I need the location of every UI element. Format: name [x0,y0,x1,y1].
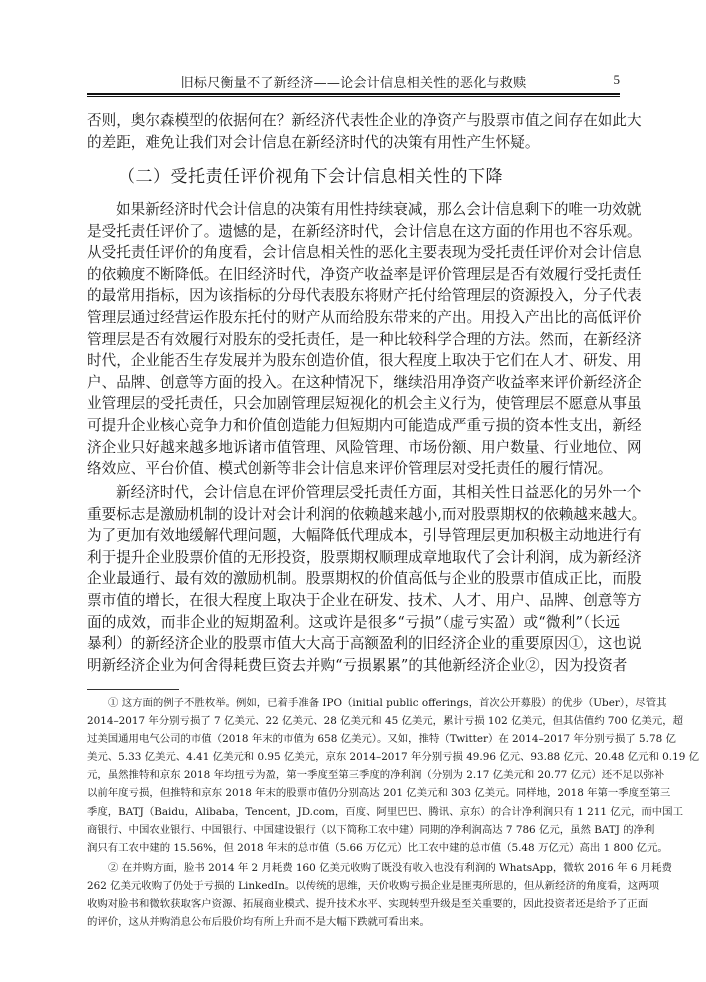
text-line: 络效应、平台价值、模式创新等非会计信息来评价管理层对受托责任的履行情况。 [87,460,613,478]
paragraph [87,482,647,676]
text-line: 季度，BATJ（Baidu，Alibaba，Tencent，JD.com，百度、阿里巴巴、腾讯、京东）的合计净利润只有 1 211 亿元，而中国工 [87,805,683,818]
running-header [87,70,620,94]
text-line: 元，虽然推特和京东 2018 年均扭亏为盈，第一季度至第三季度的净利润（分别为 2.17 亿美元和 20.77 亿元）还不足以弥补 [87,769,665,782]
text-line: 明新经济企业为何舍得耗费巨资去并购“亏损累累”的其他新经济企业②，因为投资者 [87,656,628,674]
text-line: 262 亿美元收购了仍处于亏损的 LinkedIn。以传统的思维，天价收购亏损企业是匪夷所思的，但从新经济的角度看，这两项 [87,880,659,893]
text-line: 收购对脸书和微软获取客户资源、拓展商业模式、提升技术水平、实现转型升级是至关重要的，因此投资者还是给予了正面 [87,898,649,911]
header-rule-thin [87,96,620,97]
text-line: 业管理层的受托责任，只会加剧管理层短视化的机会主义行为，使管理层不愿意从事虽 [87,395,642,413]
text-line: 可提升企业核心竞争力和价值创造能力但短期内可能造成严重亏损的资本性支出，新经 [87,416,642,434]
text-line: ② 在并购方面，脸书 2014 年 2 月耗费 160 亿美元收购了既没有收入也没有利润的 WhatsApp，微软 2016 年 6 月耗费 [108,862,672,874]
text-line: 为了更加有效地缓解代理问题，大幅降低代理成本，引导管理层更加积极主动地进行有 [87,527,642,545]
text-line: 济企业只好越来越多地诉诸市值管理、风险管理、市场份额、用户数量、行业地位、网 [87,438,642,456]
text-line: 暴利）的新经济企业的股票市值大大高于高额盈利的旧经济企业的重要原因①，这也说 [87,635,642,653]
footnote-separator [87,689,179,690]
text-line: 的评价，这从并购消息公布后股价均有所上升而不是大幅下跌就可看出来。 [87,916,430,929]
text-line: 的差距，难免让我们对会计信息在新经济时代的决策有用性产生怀疑。 [87,133,540,151]
text-line: 过美国通用电气公司的市值（2018 年末的市值为 658 亿美元）。又如，推特（Twitter）在 2014–2017 年分别亏损了 5.78 亿 [87,733,676,746]
text-line: ① 这方面的例子不胜枚举。例如，已着手准备 IPO（initial public offerings，首次公开募股）的优步（Uber），尽管其 [108,697,667,709]
text-line: 以前年度亏损，但推特和京东 2018 年末的股票市值仍分别高达 201 亿美元和 303 亿美元。同样地，2018 年第一季度至第三 [87,787,671,800]
text-line: 2014–2017 年分别亏损了 7 亿美元、22 亿美元、28 亿美元和 45 亿美元，累计亏损 102 亿美元，但其估值约 700 亿美元，超 [87,715,683,728]
text-line: 的最常用指标，因为该指标的分母代表股东将财产托付给管理层的资源投入，分子代表 [87,287,642,305]
text-line: 票市值的增长，在很大程度上取决于企业在研发、技术、人才、用户、品牌、创意等方 [87,591,642,609]
running-title: 旧标尺衡量不了新经济——论会计信息相关性的恶化与救赎 [180,76,527,91]
text-line: 户、品牌、创意等方面的投入。在这种情况下，继续沿用净资产收益率来评价新经济企 [87,373,642,391]
text-line: 面的成效，而非企业的短期盈利。这或许是很多“亏损”（虚亏实盈）或“微利”（长远 [87,613,620,631]
section-heading: （二）受托责任评价视角下会计信息相关性的下降 [118,167,503,187]
footnote [87,694,699,857]
text-line: 的依赖度不断降低。在旧经济时代，净资产收益率是评价管理层是否有效履行受托责任 [87,265,642,283]
paragraph [87,199,642,480]
text-line: 美元、5.33 亿美元、4.41 亿美元和 0.95 亿美元，京东 2014–2017 年分别亏损 49.96 亿元、93.88 亿元、20.48 亿元和 0.19 亿 [87,751,699,764]
text-line: 时代，企业能否生存发展并为股东创造价值，很大程度上取决于它们在人才、研发、用 [87,352,642,370]
text-line: 企业最通行、最有效的激励机制。股票期权的价值高低与企业的股票市值成正比，而股 [87,570,642,588]
text-line: 润只有工农中建的 15.56%，但 2018 年末的总市值（5.66 万亿元）比工农中建的总市值（5.48 万亿元）高出 1 800 亿元。 [87,841,668,854]
text-line: 否则，奥尔森模型的依据何在？新经济代表性企业的净资产与股票市值之间存在如此大 [87,112,642,129]
text-line: 重要标志是激励机制的设计对会计利润的依赖越来越小,而对股票期权的依赖越来越大。 [87,505,647,523]
text-line: 管理层通过经营运作股东托付的财产从而给股东带来的产出。用投入产出比的高低评价 [87,308,642,326]
paragraph [87,110,642,153]
text-line: 商银行、中国农业银行、中国银行、中国建设银行（以下简称工农中建）同期的净利润高达 7 786 亿元，虽然 BATJ 的净利 [87,823,655,836]
text-line: 如果新经济时代会计信息的决策有用性持续衰减，那么会计信息剩下的唯一功效就 [116,201,642,218]
footnote [87,859,672,931]
text-line: 从受托责任评价的角度看，会计信息相关性的恶化主要表现为受托责任评价对会计信息 [87,244,642,262]
page-number: 5 [613,72,620,87]
text-line: 是受托责任评价了。遗憾的是，在新经济时代，会计信息在这方面的作用也不容乐观。 [87,222,642,240]
text-line: 新经济时代，会计信息在评价管理层受托责任方面，其相关性日益恶化的另外一个 [116,484,642,501]
text-line: 利于提升企业股票价值的无形投资，股票期权顺理成章地取代了会计利润，成为新经济 [87,548,642,566]
header-rule [87,93,620,95]
text-line: 管理层是否有效履行对股东的受托责任，是一种比较科学合理的方法。然而，在新经济 [87,330,642,348]
